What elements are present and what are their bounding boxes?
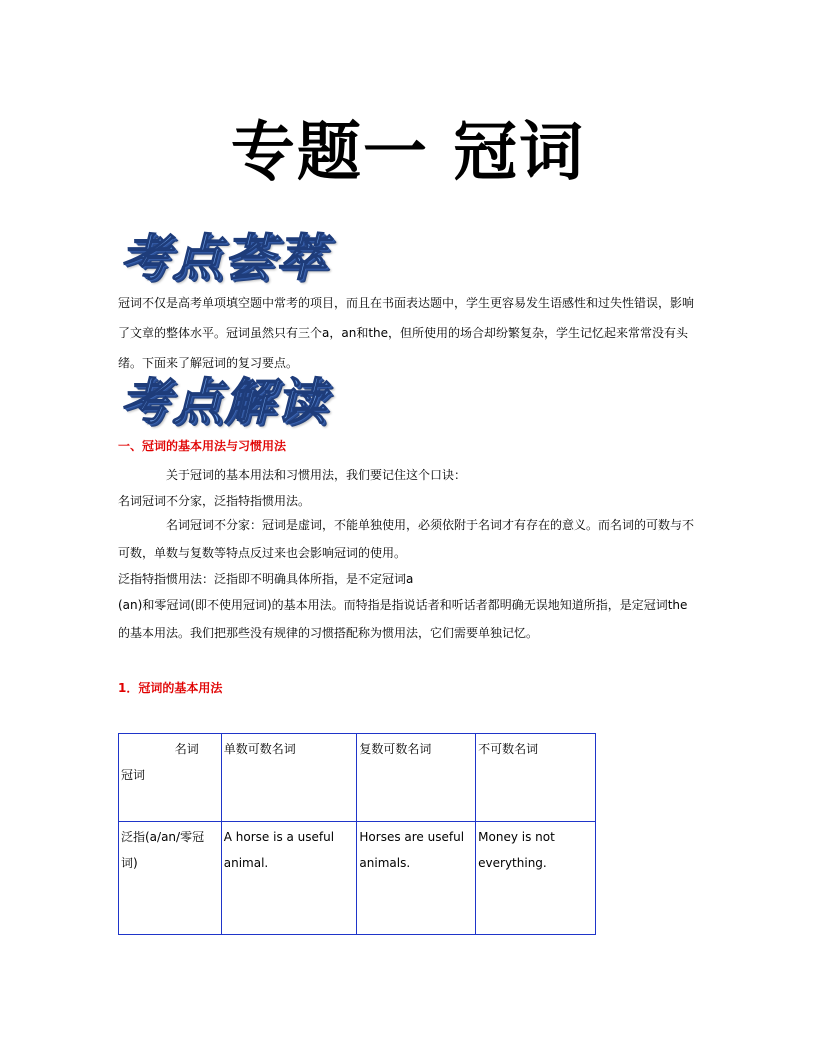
corner-label-article: 冠词 bbox=[121, 768, 146, 782]
body-paragraph-4-line1: 泛指特指惯用法：泛指即不明确具体所指，是不定冠词a bbox=[118, 572, 414, 586]
table-corner-cell bbox=[119, 734, 222, 822]
table-cell: A horse is a useful animal. bbox=[221, 822, 357, 935]
table-header-cell: 不可数名词 bbox=[476, 734, 596, 822]
article-usage-table bbox=[118, 733, 596, 935]
intro-paragraph: 冠词不仅是高考单项填空题中常考的项目，而且在书面表达题中，学生更容易发生语感性和过失性错误，影响了文章的整体水平。冠词虽然只有三个a，an和the，但所使用的场合却纷繁复杂，学生记忆起来常常没有头绪。下面来了解冠词的复习要点。 bbox=[118, 296, 695, 370]
table-header-row bbox=[119, 734, 596, 822]
section-heading-2: 1．冠词的基本用法 bbox=[118, 681, 223, 695]
table-cell: Money is not everything. bbox=[476, 822, 596, 935]
corner-label-noun: 名词 bbox=[174, 742, 199, 756]
table-row bbox=[119, 822, 596, 935]
section-banner-kaodian-huicui: 考点荟萃 bbox=[120, 228, 328, 287]
section-heading-1: 一、冠词的基本用法与习惯用法 bbox=[118, 439, 287, 453]
table-header-cell: 复数可数名词 bbox=[357, 734, 476, 822]
table-header-cell: 单数可数名词 bbox=[221, 734, 357, 822]
body-paragraph-4-rest: (an)和零冠词(即不使用冠词)的基本用法。而特指是指说话者和听话者都明确无误地知道所指，是定冠词the的基本用法。我们把那些没有规律的习惯搭配称为惯用法，它们需要单独记忆。 bbox=[118, 598, 688, 640]
table-row-label: 泛指(a/an/零冠词) bbox=[119, 822, 222, 935]
page-title: 专题一 冠词 bbox=[230, 116, 586, 190]
body-paragraph-1: 关于冠词的基本用法和习惯用法，我们要记住这个口诀： bbox=[166, 468, 467, 482]
section-banner-kaodian-jiedu: 考点解读 bbox=[120, 372, 328, 431]
table-cell: Horses are useful animals. bbox=[357, 822, 476, 935]
body-paragraph-2: 名词冠词不分家，泛指特指惯用法。 bbox=[118, 494, 311, 508]
body-paragraph-3: 名词冠词不分家：冠词是虚词，不能单独使用，必须依附于名词才有存在的意义。而名词的可数与不可数，单数与复数等特点反过来也会影响冠词的使用。 bbox=[118, 518, 695, 560]
